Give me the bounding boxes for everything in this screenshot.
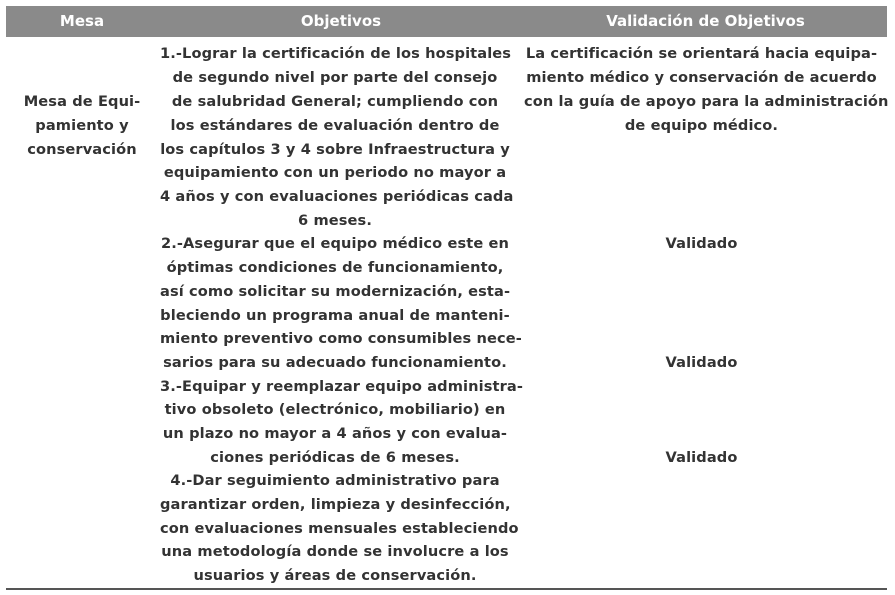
validacion-1-line: de equipo médico.	[624, 117, 779, 134]
objetivo-1-line: de salubridad General; cumpliendo con	[171, 93, 499, 110]
validacion-1-line: con la guía de apoyo para la administración	[524, 93, 889, 110]
objetivo-2-line: miento preventivo como consumibles nece-	[160, 330, 522, 347]
header-validacion: Validación de Objetivos	[606, 12, 805, 30]
objetivo-1-line: los capítulos 3 y 4 sobre Infraestructura y	[160, 141, 510, 158]
mesa-text-line: Mesa de Equi-	[23, 93, 141, 110]
objetivo-1-line: equipamiento con un periodo no mayor a	[163, 164, 507, 181]
objetivo-3-line: un plazo no mayor a 4 años y con evalua-	[162, 425, 508, 442]
objetivo-4-line: usuarios y áreas de conservación.	[193, 567, 477, 584]
objetivo-2-line: 2.-Asegurar que el equipo médico este en	[160, 235, 509, 252]
objetivo-1-line: los estándares de evaluación dentro de	[170, 117, 500, 134]
objetivo-2-line: así como solicitar su modernización, esta-	[160, 283, 511, 300]
objetivo-4-line: garantizar orden, limpieza y desinfección,	[160, 496, 511, 513]
objetivo-4-line: con evaluaciones mensuales estableciendo	[160, 520, 519, 537]
validacion-3-status: Validado	[665, 354, 738, 371]
validacion-4-status: Validado	[665, 449, 738, 466]
mesa-text-line: pamiento y	[35, 117, 129, 134]
objetivo-1-line: 4 años y con evaluaciones periódicas cada	[160, 188, 514, 205]
objetivo-4-line: una metodología donde se involucre a los	[161, 543, 509, 560]
validacion-2-status: Validado	[665, 235, 738, 252]
header-objetivos: Objetivos	[300, 12, 382, 30]
objetivo-3-line: tivo obsoleto (electrónico, mobiliario) en	[164, 401, 506, 418]
objetivo-1-line: 1.-Lograr la certificación de los hospitales	[160, 45, 512, 62]
objetivo-4-line: 4.-Dar seguimiento administrativo para	[170, 472, 500, 489]
table-header	[6, 6, 887, 37]
objetivo-3-line: 3.-Equipar y reemplazar equipo administra-	[160, 378, 523, 395]
objetivo-2-line: sarios para su adecuado funcionamiento.	[163, 354, 507, 371]
validacion-1-line: miento médico y conservación de acuerdo	[526, 69, 877, 86]
objetivo-2-line: bleciendo un programa anual de manteni-	[160, 307, 510, 324]
table-bottom-rule	[6, 588, 887, 590]
objetivo-3-line: ciones periódicas de 6 meses.	[210, 449, 460, 466]
objetivo-1-line: 6 meses.	[298, 212, 372, 229]
objetivo-2-line: óptimas condiciones de funcionamiento,	[166, 259, 504, 276]
objetivo-1-line: de segundo nivel por parte del consejo	[172, 69, 498, 86]
mesa-text-line: conservación	[27, 141, 137, 158]
header-mesa: Mesa	[59, 12, 105, 30]
validacion-1-line: La certificación se orientará hacia equipa-	[525, 45, 878, 62]
